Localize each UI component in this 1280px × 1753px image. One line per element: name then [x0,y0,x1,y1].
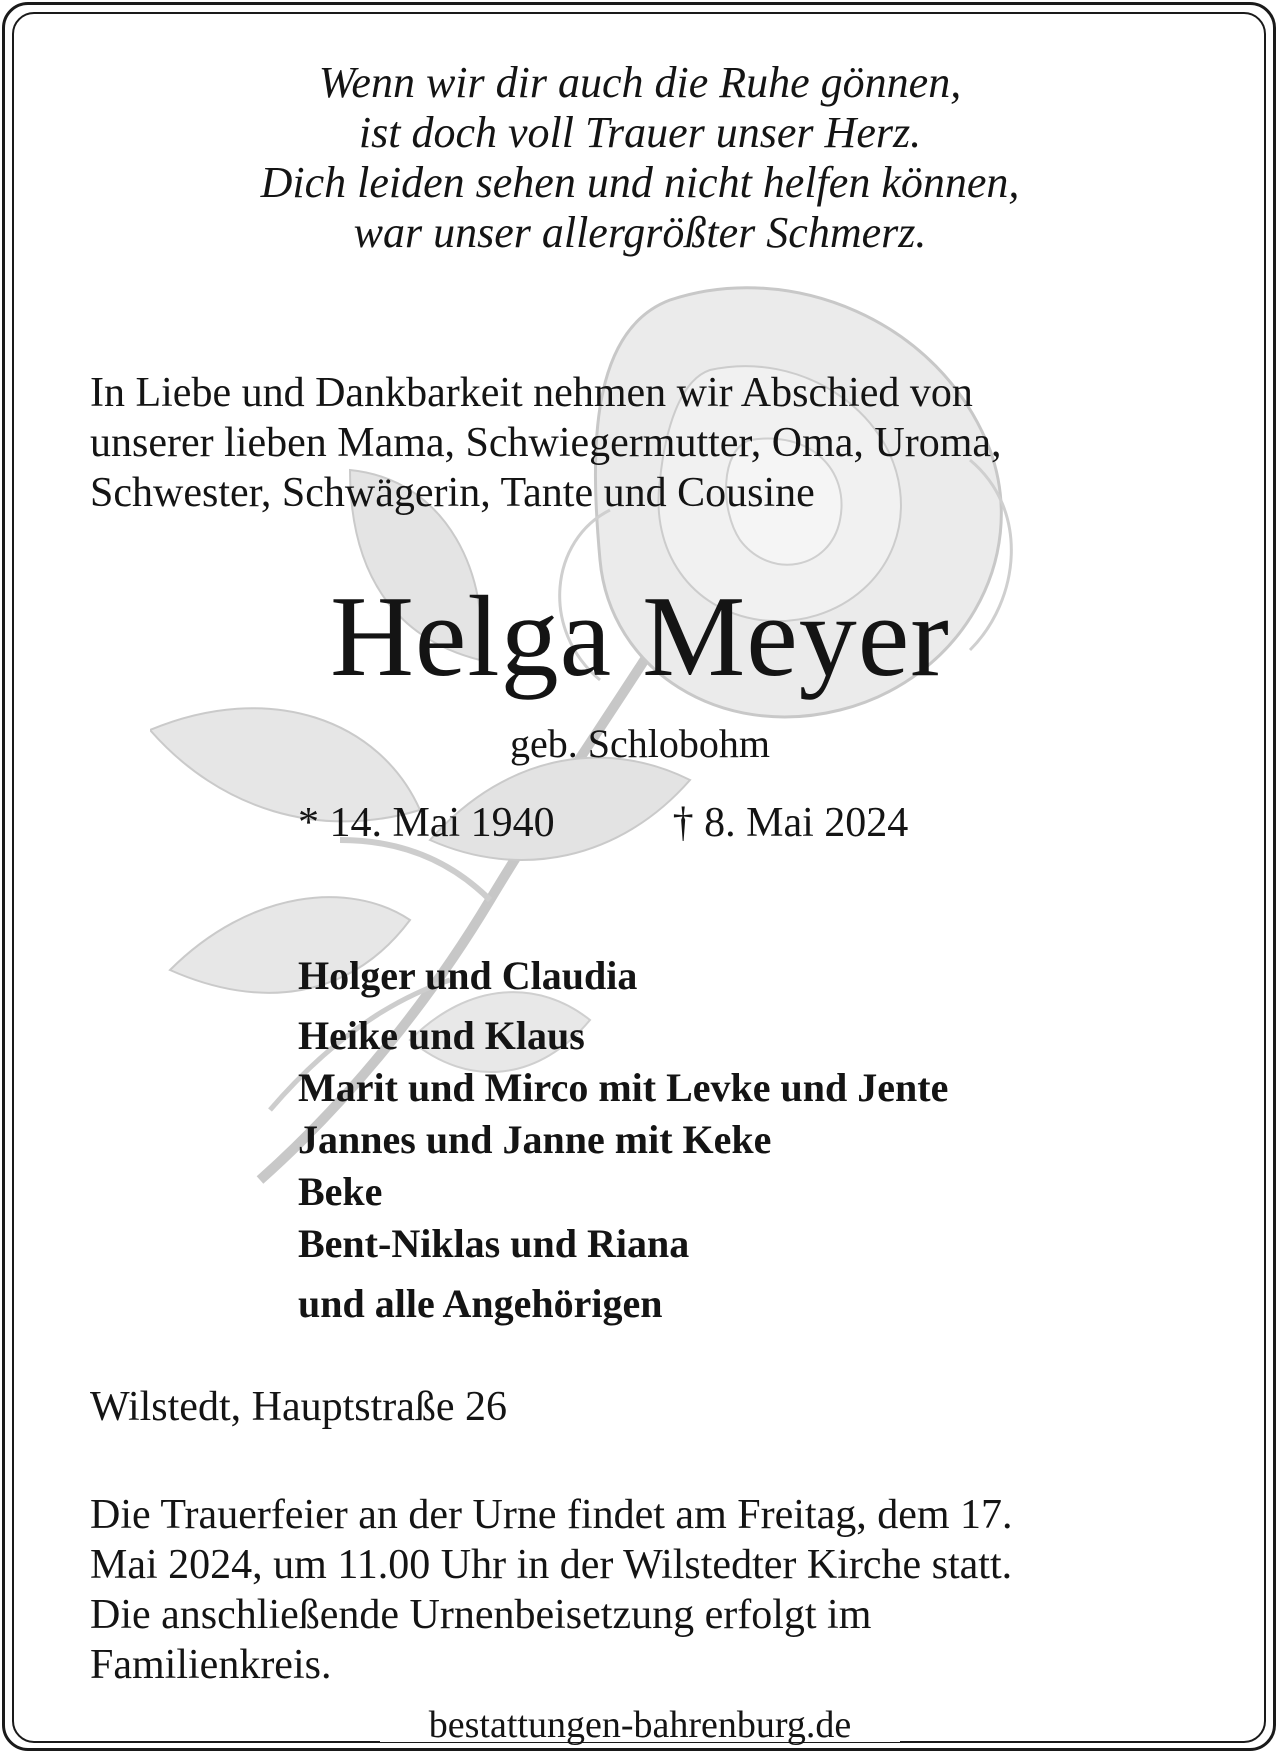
death-date: † 8. Mai 2024 [672,800,909,846]
verse-line: ist doch voll Trauer unser Herz. [358,108,922,157]
website-link[interactable]: bestattungen-bahrenburg.de [428,1704,852,1746]
family-member: Bent-Niklas und Riana [298,1221,690,1266]
family-member: Jannes und Janne mit Keke [298,1117,772,1162]
deceased-name: Helga Meyer [330,573,950,701]
family-member: Marit und Mirco mit Levke und Jente [298,1065,949,1110]
intro-line: Schwester, Schwägerin, Tante und Cousine [90,470,815,516]
family-list [298,950,948,1330]
intro-line: unserer lieben Mama, Schwiegermutter, Oma, Uroma, [90,420,1002,466]
intro-text [90,368,1002,518]
ceremony-line: Die anschließende Urnenbeisetzung erfolgt im [90,1592,872,1638]
family-member: Holger und Claudia [298,953,638,998]
ceremony-line: Familienkreis. [90,1642,332,1688]
verse-poem [0,58,1280,258]
birth-date: * 14. Mai 1940 [298,800,555,846]
born-name: geb. Schlobohm [510,721,770,766]
family-member: Heike und Klaus [298,1013,585,1058]
verse-line: war unser allergrößter Schmerz. [353,208,927,257]
life-dates [298,798,908,848]
family-member: Beke [298,1169,383,1214]
verse-line: Wenn wir dir auch die Ruhe gönnen, [318,58,962,107]
address-line: Wilstedt, Hauptstraße 26 [90,1384,508,1430]
ceremony-text [90,1490,1013,1690]
intro-line: In Liebe und Dankbarkeit nehmen wir Abschied von [90,370,973,416]
ceremony-line: Mai 2024, um 11.00 Uhr in der Wilstedter Kirche statt. [90,1542,1013,1588]
verse-line: Dich leiden sehen und nicht helfen können, [260,158,1020,207]
ceremony-line: Die Trauerfeier an der Urne findet am Freitag, dem 17. [90,1492,1013,1538]
family-member: und alle Angehörigen [298,1281,663,1326]
